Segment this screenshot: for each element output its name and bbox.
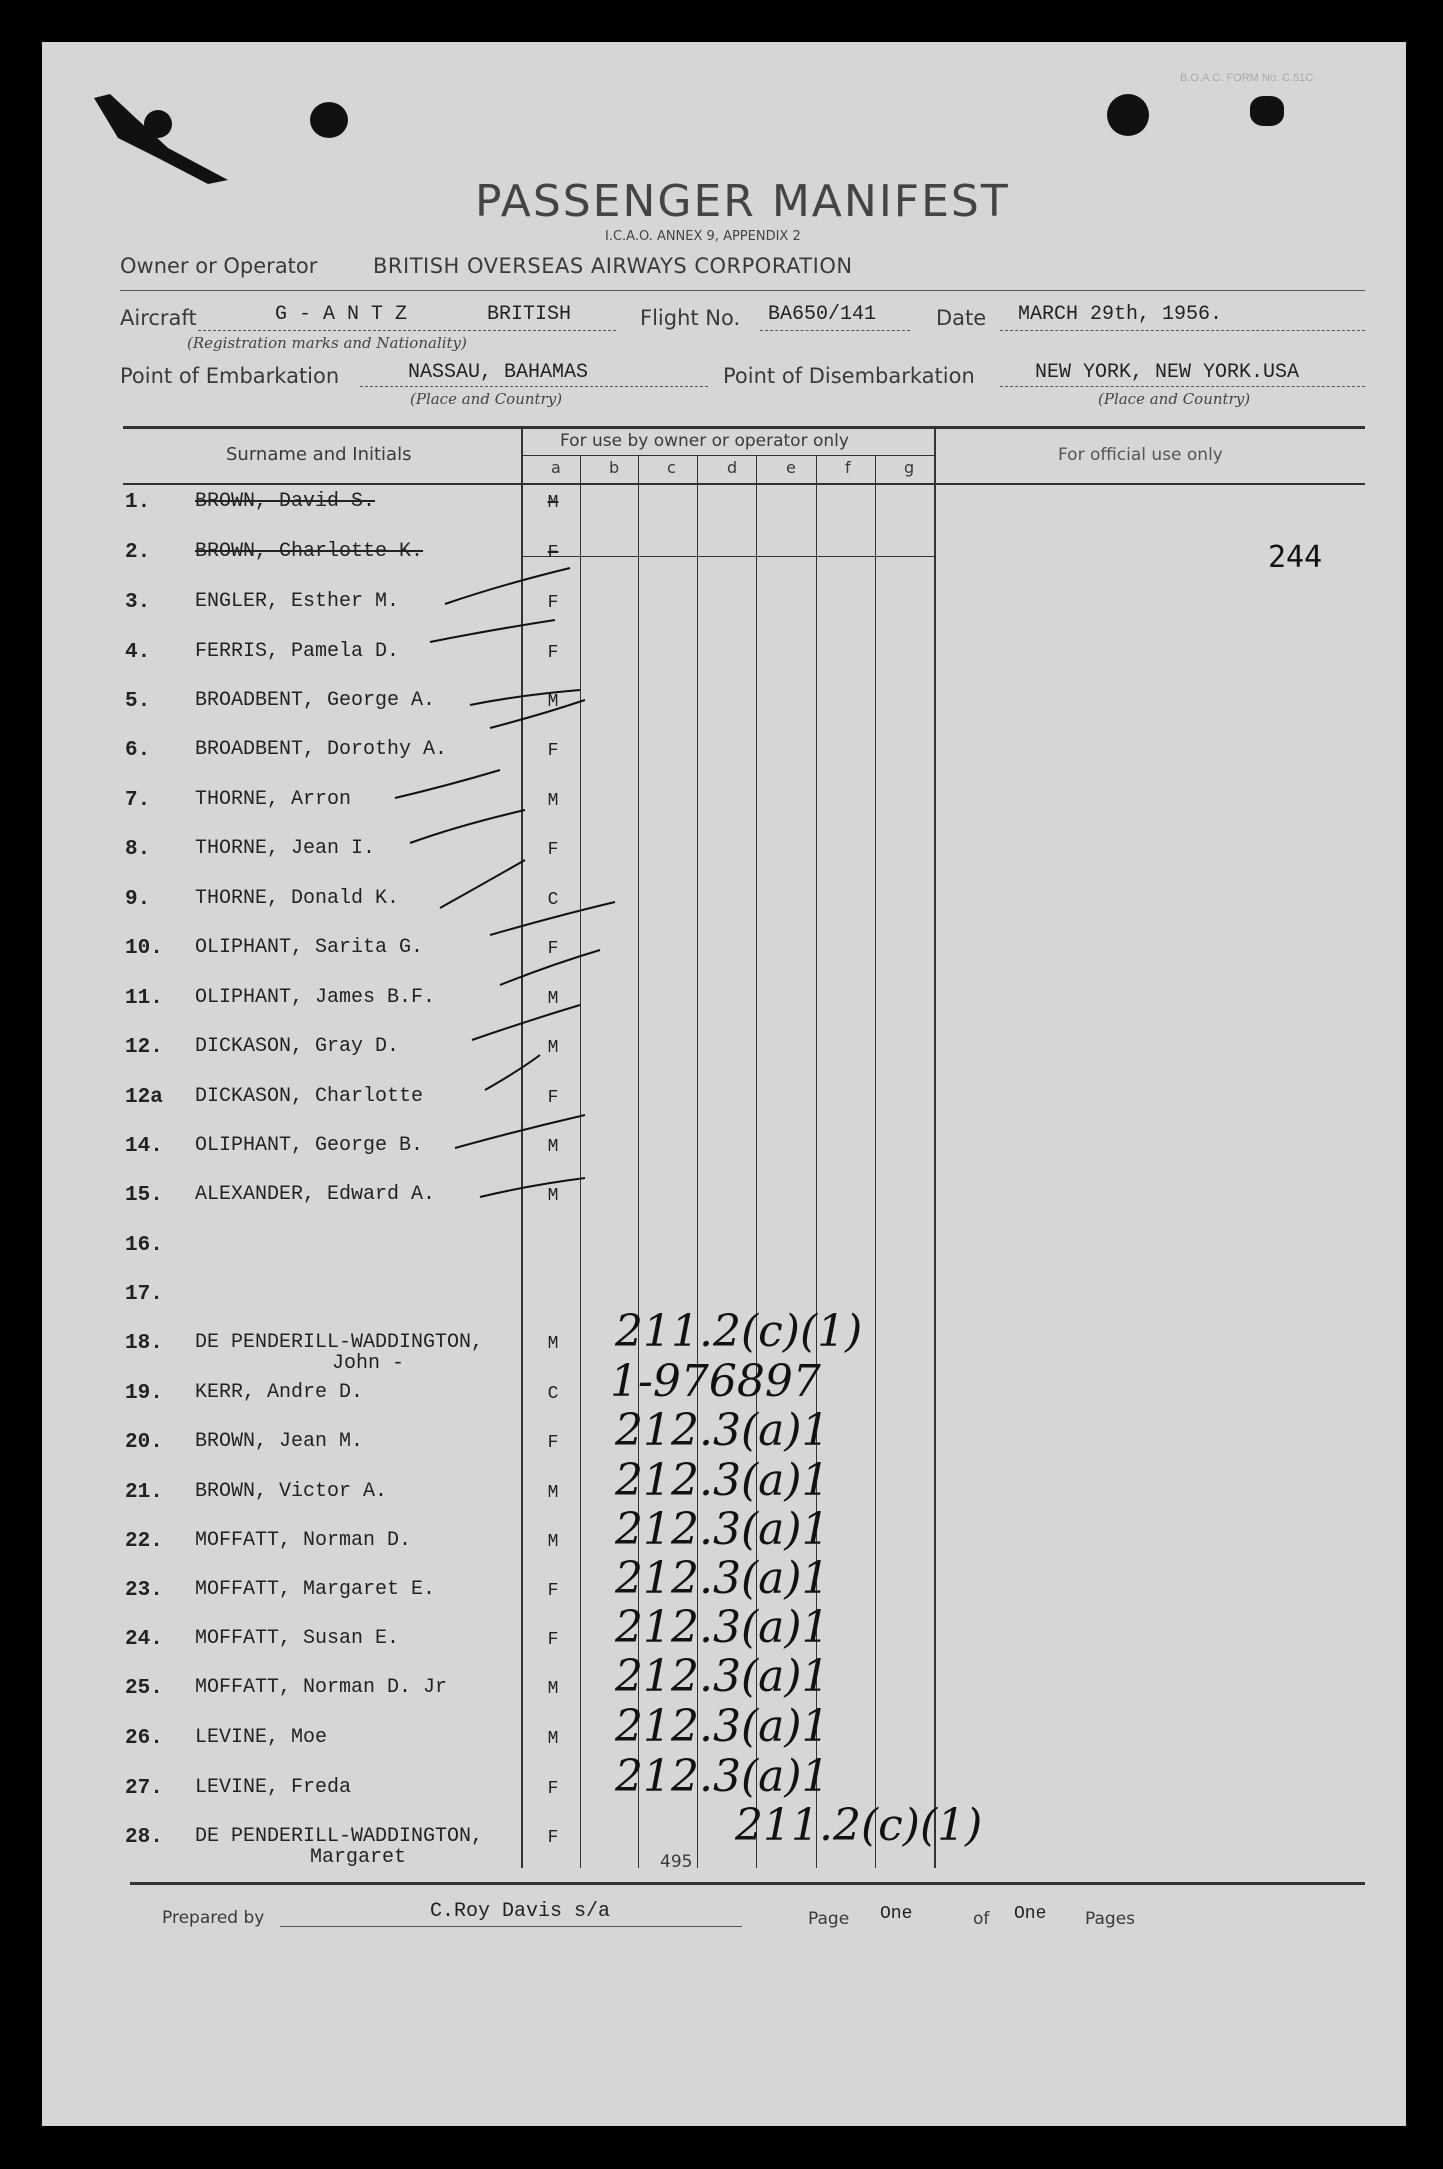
aircraft-reg: G - A N T Z [275, 303, 408, 326]
row-number: 3. [125, 591, 151, 614]
row-number: 11. [125, 987, 163, 1010]
row-number: 27. [125, 1777, 163, 1800]
row-number: 16. [125, 1234, 163, 1257]
row-number: 8. [125, 838, 151, 861]
handwritten-code: 212.3(a)1 [615, 1405, 830, 1456]
handwritten-code: 212.3(a)1 [615, 1602, 830, 1653]
passenger-sex: M [547, 1186, 559, 1206]
passenger-name: BROWN, Charlotte K. [195, 540, 424, 563]
row-number: 19. [125, 1382, 163, 1405]
passenger-name: LEVINE, Freda [195, 1776, 352, 1799]
col-owner-use: For use by owner or operator only [560, 431, 849, 451]
passenger-name: OLIPHANT, George B. [195, 1134, 424, 1157]
passenger-name: DICKASON, Gray D. [195, 1035, 400, 1058]
passenger-sex: F [547, 1433, 559, 1453]
handwritten-code: 212.3(a)1 [615, 1455, 830, 1506]
passenger-sex: F [547, 1581, 559, 1601]
aircraft-nationality: BRITISH [487, 303, 572, 326]
handwritten-code: 212.3(a)1 [615, 1651, 830, 1702]
col-letter-e: e [786, 458, 796, 477]
disembark-value: NEW YORK, NEW YORK.USA [1035, 361, 1300, 384]
passenger-name: THORNE, Donald K. [195, 887, 400, 910]
passenger-name: BROWN, Victor A. [195, 1480, 388, 1503]
prepared-label: Prepared by [162, 1908, 265, 1928]
handwritten-code: 212.3(a)1 [615, 1504, 830, 1555]
row-number: 6. [125, 739, 151, 762]
handwritten-code: 212.3(a)1 [615, 1701, 830, 1752]
passenger-sex: F [547, 593, 559, 613]
passenger-name: BROADBENT, George A. [195, 689, 436, 712]
footer-rule [130, 1882, 1365, 1885]
page-title: PASSENGER MANIFEST [475, 176, 1010, 227]
passenger-sex: M [547, 1532, 559, 1552]
col-letter-d: d [727, 458, 738, 477]
passenger-name: BROADBENT, Dorothy A. [195, 738, 448, 761]
row-extra-number: 495 [660, 1852, 693, 1872]
flight-value: BA650/141 [768, 303, 877, 326]
prepared-underline [280, 1926, 742, 1927]
aircraft-caption: (Registration marks and Nationality) [187, 334, 467, 352]
handwritten-code: 211.2(c)(1) [615, 1306, 863, 1357]
passenger-name: BROWN, Jean M. [195, 1430, 364, 1453]
passenger-sex: C [547, 890, 559, 910]
row-number: 9. [125, 888, 151, 911]
page-subtitle: I.C.A.O. ANNEX 9, APPENDIX 2 [605, 229, 801, 244]
handwritten-code: 1-976897 [610, 1356, 821, 1407]
passenger-name: FERRIS, Pamela D. [195, 640, 400, 663]
passenger-sex: M [547, 791, 559, 811]
row-number: 7. [125, 789, 151, 812]
passenger-sex: F [547, 1779, 559, 1799]
col-official: For official use only [1058, 445, 1223, 465]
passenger-name: MOFFATT, Margaret E. [195, 1578, 436, 1601]
row-number: 18. [125, 1332, 163, 1355]
col-letter-f: f [845, 458, 851, 477]
disembark-label: Point of Disembarkation [723, 364, 975, 388]
passenger-name: THORNE, Jean I. [195, 837, 376, 860]
row-number: 20. [125, 1431, 163, 1454]
passenger-name: MOFFATT, Norman D. [195, 1529, 412, 1552]
owner-value: BRITISH OVERSEAS AIRWAYS CORPORATION [373, 254, 853, 278]
col-letter-a: a [551, 458, 561, 477]
row-number: 2. [125, 541, 151, 564]
passenger-sex: M [547, 692, 559, 712]
passenger-name: THORNE, Arron [195, 788, 352, 811]
col-letter-c: c [667, 458, 676, 477]
page-label: Page [808, 1909, 850, 1929]
handwritten-code: 212.3(a)1 [615, 1553, 830, 1604]
form-stamp: B.O.A.C. FORM No. C.51C [1180, 72, 1314, 84]
passenger-sex: F [547, 741, 559, 761]
embark-value: NASSAU, BAHAMAS [408, 361, 589, 384]
passenger-sex: M [547, 1334, 559, 1354]
date-value: MARCH 29th, 1956. [1018, 303, 1223, 326]
passenger-sex: M [547, 1137, 559, 1157]
row-number: 12a [125, 1086, 163, 1109]
passenger-sex: M [547, 1729, 559, 1749]
passenger-sex: M [547, 1679, 559, 1699]
of-label: of [973, 1909, 990, 1929]
row-number: 23. [125, 1579, 163, 1602]
passenger-sex: M [547, 493, 559, 513]
passenger-name: DE PENDERILL-WADDINGTON, [195, 1331, 484, 1354]
passenger-name: OLIPHANT, Sarita G. [195, 936, 424, 959]
row-number: 22. [125, 1530, 163, 1553]
passenger-name: ENGLER, Esther M. [195, 590, 400, 613]
disembark-caption: (Place and Country) [1098, 390, 1251, 408]
passenger-sex: M [547, 1038, 559, 1058]
passenger-sex: C [547, 1384, 559, 1404]
row-number: 17. [125, 1283, 163, 1306]
passenger-name: BROWN, David S. [195, 490, 376, 513]
passenger-name-cont: Margaret [310, 1846, 407, 1869]
row-number: 10. [125, 937, 163, 960]
passenger-name: MOFFATT, Norman D. Jr [195, 1676, 448, 1699]
row-number: 4. [125, 641, 151, 664]
passenger-name-cont: John - [332, 1352, 405, 1375]
passenger-sex: F [547, 543, 559, 563]
row-number: 12. [125, 1036, 163, 1059]
passenger-name: ALEXANDER, Edward A. [195, 1183, 436, 1206]
owner-label: Owner or Operator [120, 254, 318, 278]
passenger-name: DE PENDERILL-WADDINGTON, [195, 1825, 484, 1848]
embark-caption: (Place and Country) [410, 390, 563, 408]
passenger-sex: F [547, 1828, 559, 1848]
pages-label: Pages [1085, 1909, 1136, 1929]
official-number: 244 [1268, 540, 1323, 575]
row-number: 28. [125, 1826, 163, 1849]
row-number: 5. [125, 690, 151, 713]
passenger-sex: F [547, 1630, 559, 1650]
row-number: 26. [125, 1727, 163, 1750]
of-value: One [1014, 1904, 1047, 1924]
row-number: 24. [125, 1628, 163, 1651]
passenger-sex: F [547, 939, 559, 959]
passenger-sex: M [547, 989, 559, 1009]
flight-label: Flight No. [640, 306, 741, 330]
passenger-name: KERR, Andre D. [195, 1381, 364, 1404]
passenger-sex: F [547, 1088, 559, 1108]
passenger-name: MOFFATT, Susan E. [195, 1627, 400, 1650]
row-number: 25. [125, 1677, 163, 1700]
passenger-sex: M [547, 1483, 559, 1503]
aircraft-label: Aircraft [120, 306, 197, 330]
col-letter-g: g [904, 458, 915, 477]
passenger-name: LEVINE, Moe [195, 1726, 328, 1749]
col-letter-b: b [609, 458, 620, 477]
row-number: 1. [125, 491, 151, 514]
passenger-name: OLIPHANT, James B.F. [195, 986, 436, 1009]
passenger-sex: F [547, 840, 559, 860]
passenger-sex: F [547, 643, 559, 663]
row-number: 14. [125, 1135, 163, 1158]
col-surname: Surname and Initials [226, 444, 412, 465]
handwritten-code: 211.2(c)(1) [735, 1800, 983, 1851]
embark-label: Point of Embarkation [120, 364, 340, 388]
page-value: One [880, 1904, 913, 1924]
passenger-name: DICKASON, Charlotte [195, 1085, 424, 1108]
handwritten-code: 212.3(a)1 [615, 1751, 830, 1802]
date-label: Date [936, 306, 987, 330]
row-number: 21. [125, 1481, 163, 1504]
prepared-value: C.Roy Davis s/a [430, 1900, 611, 1923]
row-number: 15. [125, 1184, 163, 1207]
